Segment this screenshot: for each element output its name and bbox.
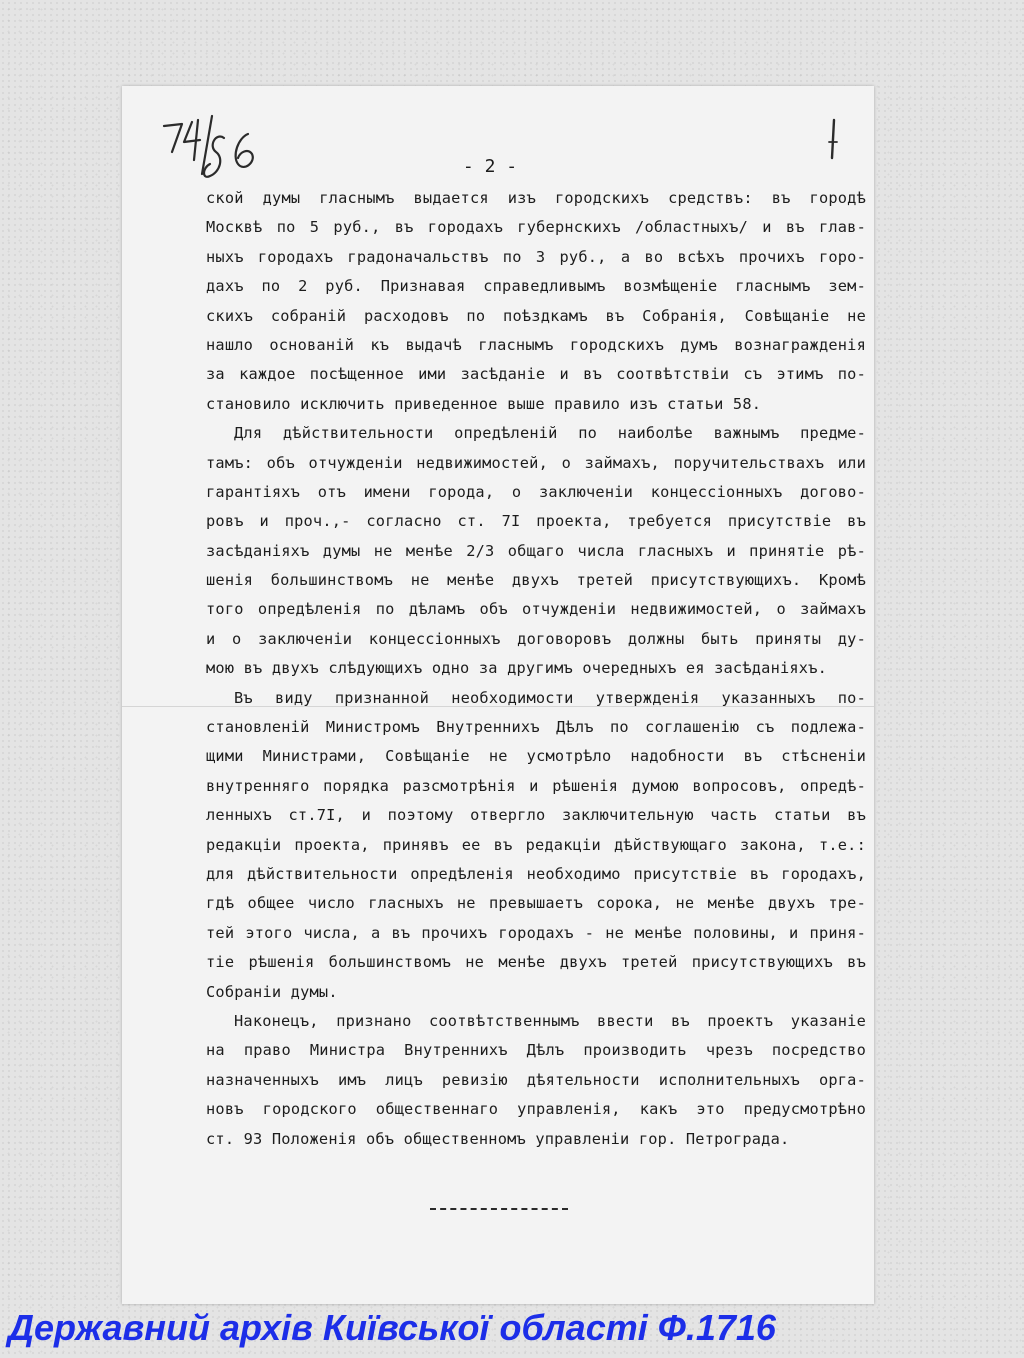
- text-line: Для дѣйствительности опредѣленій по наиболѣе важнымъ предме-: [234, 424, 866, 443]
- text-line: для дѣйствительности опредѣленія необходимо присутствіе въ городахъ,: [206, 864, 866, 883]
- text-line: гдѣ общее число гласныхъ не превышаетъ сорока, не менѣе двухъ тре-: [206, 894, 866, 913]
- text-line: тей этого числа, а въ прочихъ городахъ - не менѣе половины, и приня-: [206, 923, 866, 942]
- text-line: Собраніи думы.: [206, 982, 338, 1001]
- closing-rule: [430, 1208, 568, 1210]
- text-line: гарантіяхъ отъ имени города, о заключеніи концессіонныхъ догово-: [206, 482, 866, 501]
- archive-caption: Державний архів Київської області Ф.1716: [8, 1307, 776, 1348]
- text-line: ской думы гласнымъ выдается изъ городскихъ средствъ: въ городѣ: [206, 189, 866, 207]
- document-body: [206, 184, 866, 1154]
- text-line: и о заключеніи концессіонныхъ договоровъ должны быть приняты ду-: [206, 629, 866, 648]
- text-line: шенія большинствомъ не менѣе двухъ третей присутствующихъ. Кромѣ: [206, 571, 866, 590]
- text-line: Наконецъ, признано соотвѣтственнымъ ввести въ проектъ указаніе: [234, 1011, 866, 1030]
- text-line: скихъ собраній расходовъ по поѣздкамъ въ Собранія, Совѣщаніе не: [206, 306, 866, 325]
- text-line: новъ городского общественнаго управленія, какъ это предусмотрѣно: [206, 1100, 866, 1119]
- text-line: за каждое посѣщенное ими засѣданіе и въ соотвѣтствіи съ этимъ по-: [206, 365, 866, 384]
- text-line: Москвѣ по 5 руб., въ городахъ губернскихъ /областныхъ/ и въ глав-: [206, 218, 866, 237]
- text-line: становленій Министромъ Внутреннихъ Дѣлъ по соглашенію съ подлежа-: [206, 718, 866, 737]
- text-line: ст. 93 Положенія объ общественномъ управленіи гор. Петрограда.: [206, 1129, 790, 1148]
- text-line: нашло основаній къ выдачѣ гласнымъ городскихъ думъ вознагражденія: [206, 335, 866, 354]
- margin-mark-icon: [826, 118, 840, 178]
- text-line: на право Министра Внутреннихъ Дѣлъ производить чрезъ посредство: [206, 1041, 866, 1060]
- text-line: Въ виду признанной необходимости утвержденія указанныхъ по-: [234, 688, 866, 707]
- text-line: становило исключить приведенное выше правило изъ статьи 58.: [206, 394, 762, 413]
- text-line: ровъ и проч.,- согласно ст. 7I проекта, требуется присутствіе въ: [206, 512, 866, 531]
- text-line: тамъ: объ отчужденіи недвижимостей, о займахъ, поручительствахъ или: [206, 453, 866, 472]
- text-line: назначенныхъ имъ лицъ ревизію дѣятельности исполнительныхъ орга-: [206, 1070, 866, 1089]
- text-line: тіе рѣшенія большинствомъ не менѣе двухъ третей присутствующихъ въ: [206, 953, 866, 972]
- page-number: - 2 -: [462, 156, 518, 177]
- text-line: щими Министрами, Совѣщаніе не усмотрѣло надобности въ стѣсненіи: [206, 747, 866, 766]
- text-line: засѣданіяхъ думы не менѣе 2/3 общаго числа гласныхъ и принятіе рѣ-: [206, 541, 866, 560]
- text-line: внутренняго порядка разсмотрѣнія и рѣшенія думою вопросовъ, опредѣ-: [206, 776, 866, 795]
- text-line: того опредѣленія по дѣламъ объ отчужденіи недвижимостей, о займахъ: [206, 600, 866, 619]
- text-line: редакціи проекта, принявъ ее въ редакціи дѣйствующаго закона, т.е.:: [206, 835, 866, 854]
- text-line: мою въ двухъ слѣдующихъ одно за другимъ очередныхъ ея засѣданіяхъ.: [206, 659, 828, 678]
- text-line: дахъ по 2 руб. Признавая справедливымъ возмѣщеніе гласнымъ зем-: [206, 277, 866, 296]
- text-line: ленныхъ ст.7I, и поэтому отвергло заключительную часть статьи въ: [206, 806, 866, 825]
- text-line: ныхъ городахъ градоначальствъ по 3 руб., а во всѣхъ прочихъ горо-: [206, 247, 866, 266]
